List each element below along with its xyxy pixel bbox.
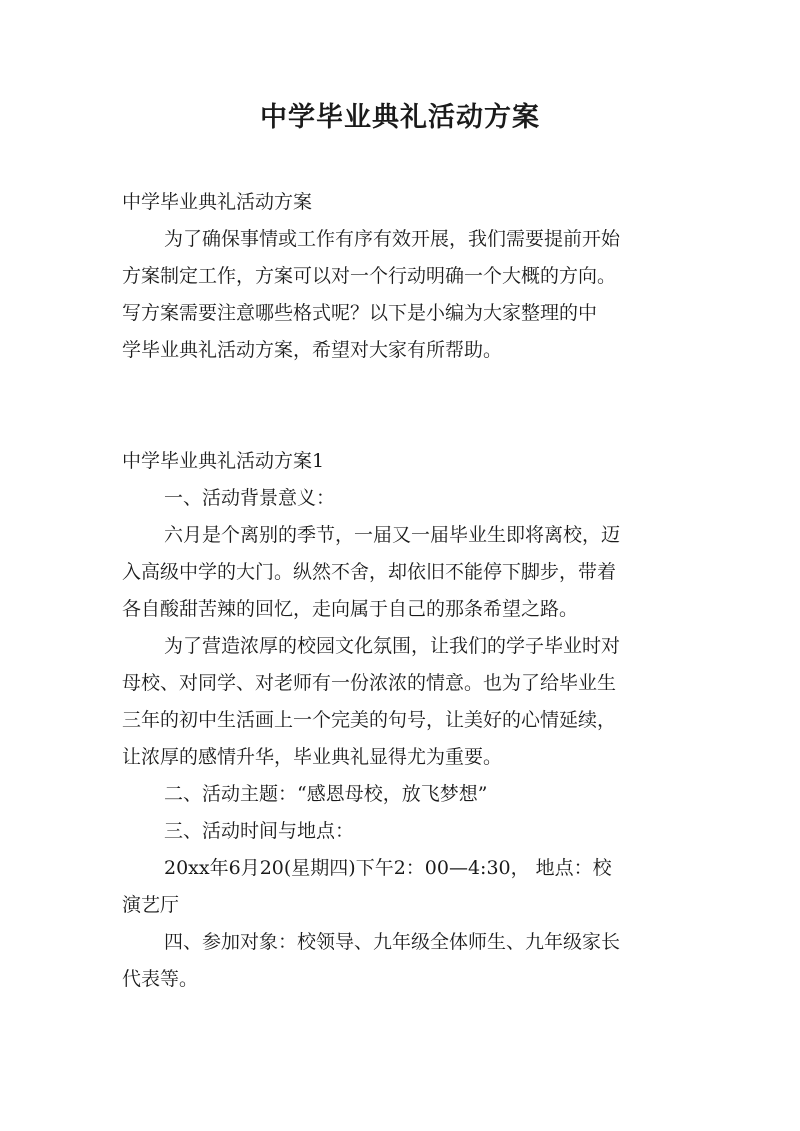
paragraph-line: 四、参加对象：校领导、九年级全体师生、九年级家长: [164, 931, 621, 953]
document-title: 中学毕业典礼活动方案: [260, 102, 540, 133]
paragraph-line: 母校、对同学、对老师有一份浓浓的情意。也为了给毕业生: [122, 672, 617, 694]
section-heading: 中学毕业典礼活动方案: [122, 191, 313, 213]
document-body: [122, 184, 702, 998]
section-spacer: [122, 369, 702, 443]
paragraph-line: 三年的初中生活画上一个完美的句号，让美好的心情延续，: [122, 709, 617, 731]
paragraph-line: 写方案需要注意哪些格式呢？以下是小编为大家整理的中: [122, 302, 598, 324]
paragraph-line: 入高级中学的大门。纵然不舍，却依旧不能停下脚步，带着: [122, 561, 617, 583]
paragraph-line: 代表等。: [122, 968, 199, 990]
section-heading: 中学毕业典礼活动方案1: [122, 450, 325, 472]
subheading: 三、活动时间与地点：: [164, 820, 355, 842]
paragraph-line: 演艺厅: [122, 894, 180, 916]
paragraph-line: 学毕业典礼活动方案，希望对大家有所帮助。: [122, 339, 503, 361]
subheading: 一、活动背景意义：: [164, 487, 336, 509]
paragraph-line: 方案制定工作，方案可以对一个行动明确一个大概的方向。: [122, 265, 617, 287]
paragraph-line: 为了确保事情或工作有序有效开展，我们需要提前开始: [164, 228, 621, 250]
paragraph-line: 让浓厚的感情升华，毕业典礼显得尤为重要。: [122, 746, 503, 768]
paragraph-line: 各自酸甜苦辣的回忆，走向属于自己的那条希望之路。: [122, 598, 579, 620]
paragraph-line: 为了营造浓厚的校园文化氛围，让我们的学子毕业时对: [164, 635, 621, 657]
paragraph-line: 六月是个离别的季节，一届又一届毕业生即将离校，迈: [164, 524, 621, 546]
subheading: 二、活动主题：“感恩母校，放飞梦想”: [164, 783, 488, 805]
paragraph-line: 20xx年6月20(星期四)下午2：00—4:30， 地点：校: [164, 857, 612, 879]
